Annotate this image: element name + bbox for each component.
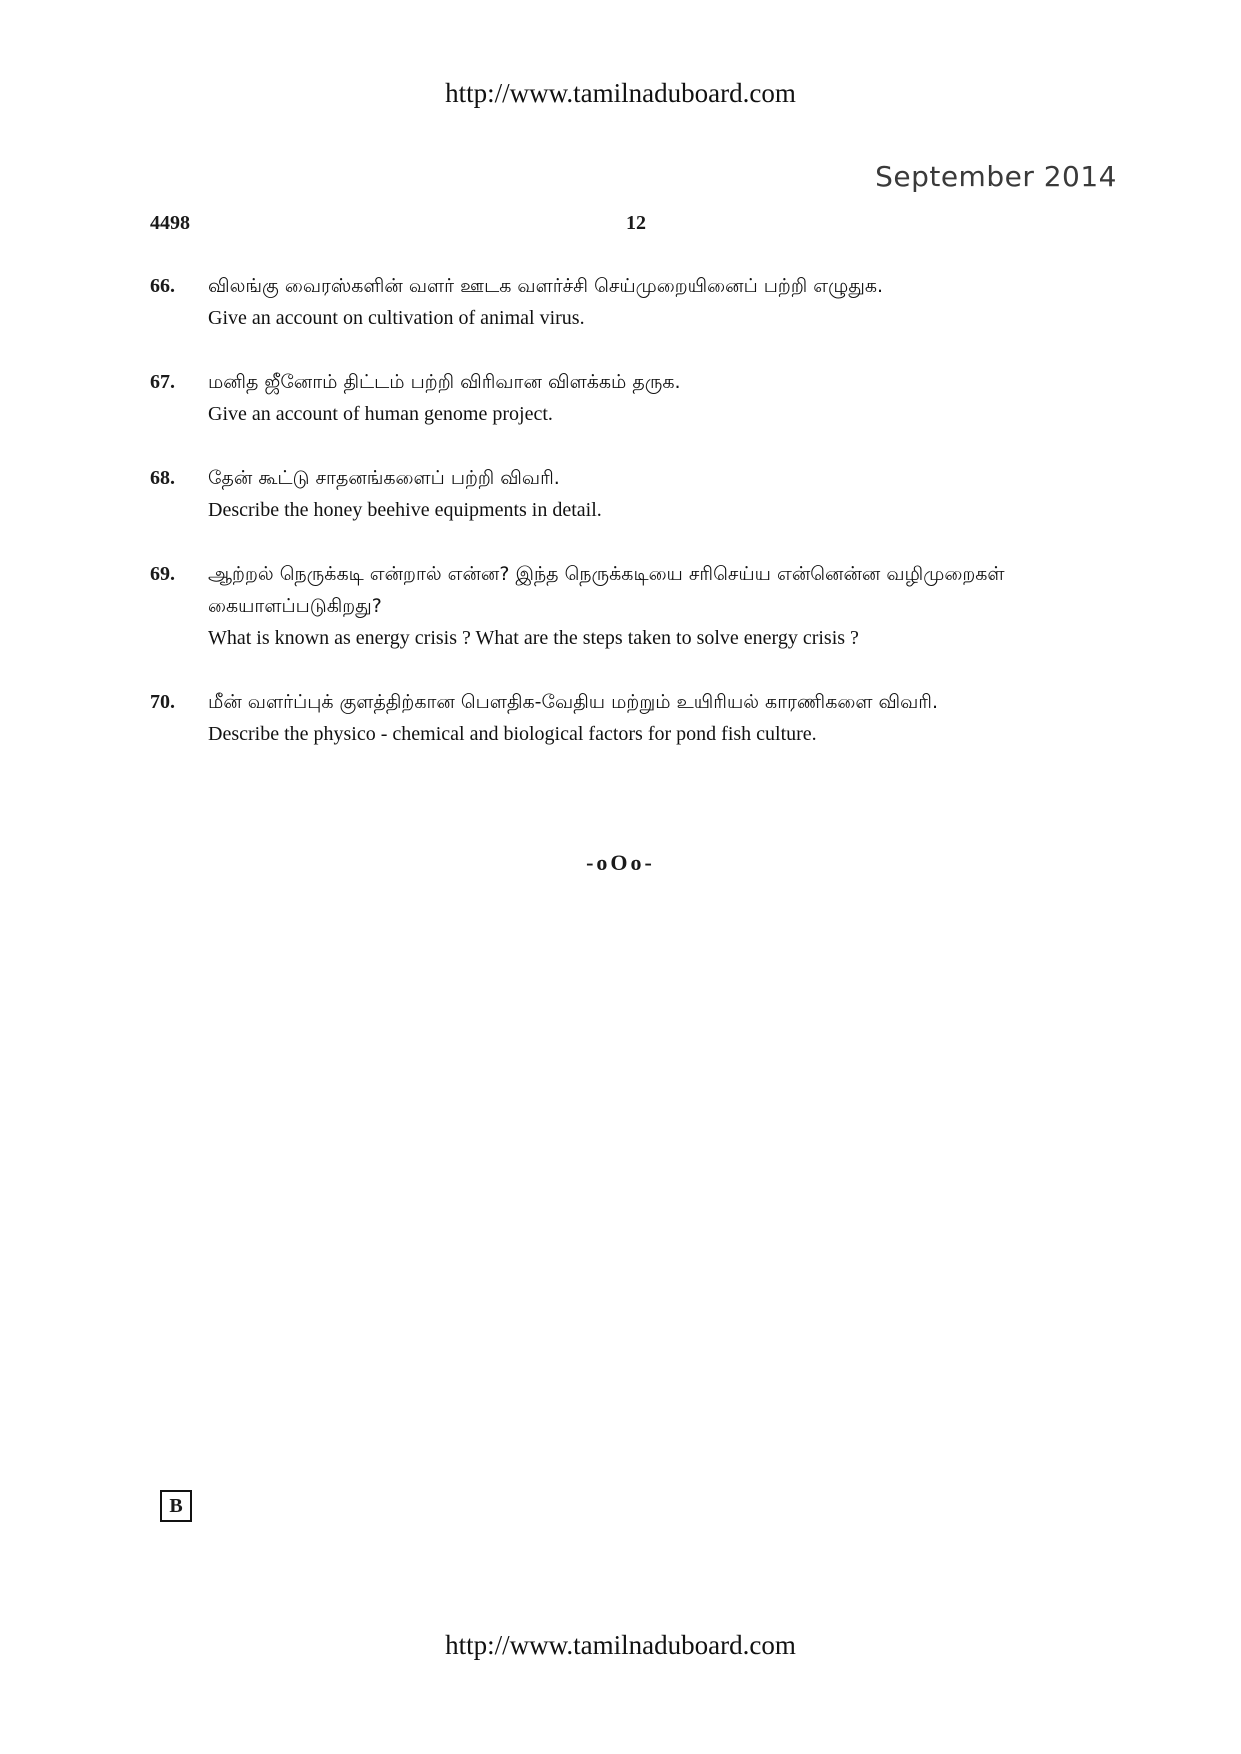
question-tamil-text: ஆற்றல் நெருக்கடி என்றால் என்ன? இந்த நெருக்கடியை சரிசெய்ய என்னென்ன வழிமுறைகள் கையாளப்படுகிறது? [208, 563, 1005, 617]
question-tamil-text: தேன் கூட்டு சாதனங்களைப் பற்றி விவரி. [208, 467, 560, 489]
question-68 [150, 462, 1110, 526]
question-number: 70. [150, 691, 175, 713]
question-body [208, 558, 1110, 654]
question-tamil-text: மனித ஜீனோம் திட்டம் பற்றி விரிவான விளக்கம் தருக. [208, 371, 681, 393]
question-body [208, 686, 1110, 750]
question-english-text: What is known as energy crisis ? What are the steps taken to solve energy crisis ? [208, 627, 859, 649]
question-english-text: Describe the honey beehive equipments in detail. [208, 499, 602, 521]
end-of-paper-mark: -oOo- [586, 850, 655, 875]
question-67 [150, 366, 1110, 430]
handwritten-date-note: September 2014 [875, 160, 1117, 193]
question-69 [150, 558, 1110, 654]
question-number: 68. [150, 467, 175, 489]
header-url: http://www.tamilnaduboard.com [445, 78, 796, 108]
booklet-version-label: B [169, 1494, 183, 1517]
question-english-text: Describe the physico - chemical and biological factors for pond fish culture. [208, 723, 817, 745]
footer-url: http://www.tamilnaduboard.com [445, 1630, 796, 1660]
question-70 [150, 686, 1110, 750]
paper-code: 4498 [150, 212, 190, 234]
question-english-text: Give an account on cultivation of animal virus. [208, 307, 585, 329]
booklet-version-box [160, 1490, 192, 1522]
question-number: 66. [150, 275, 175, 297]
question-body [208, 366, 1110, 430]
question-list [150, 270, 1110, 782]
question-number: 67. [150, 371, 175, 393]
question-66 [150, 270, 1110, 334]
question-body [208, 270, 1110, 334]
question-tamil-text: மீன் வளர்ப்புக் குளத்திற்கான பௌதிக-வேதிய மற்றும் உயிரியல் காரணிகளை விவரி. [208, 691, 939, 713]
question-tamil-text: விலங்கு வைரஸ்களின் வளர் ஊடக வளர்ச்சி செய்முறையினைப் பற்றி எழுதுக. [208, 275, 884, 297]
question-body [208, 462, 1110, 526]
page-number: 12 [626, 212, 646, 234]
question-number: 69. [150, 563, 175, 585]
question-english-text: Give an account of human genome project. [208, 403, 553, 425]
